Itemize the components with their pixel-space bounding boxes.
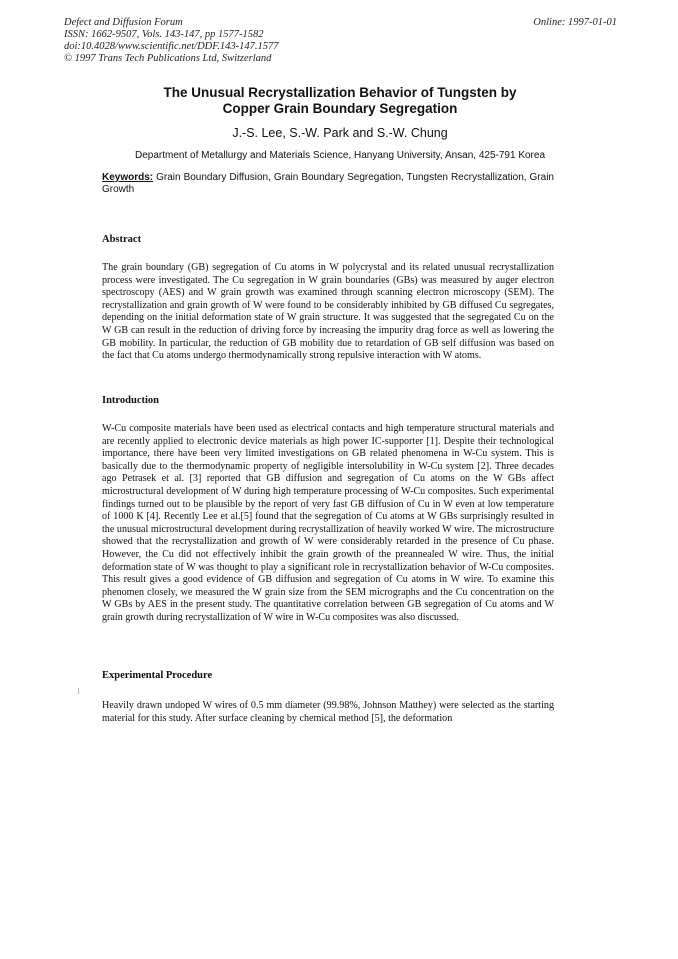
keywords-label: Keywords: (102, 172, 154, 183)
journal-name: Defect and Diffusion Forum (64, 17, 183, 28)
journal-header (64, 17, 279, 65)
issn-line: ISSN: 1662-9507, Vols. 143-147, pp 1577-1582 (64, 29, 264, 40)
keywords-text: Grain Boundary Diffusion, Grain Boundary Segregation, Tungsten Recrystallization, Grain Growth (102, 172, 554, 195)
introduction-heading: Introduction (102, 395, 159, 406)
experimental-heading: Experimental Procedure (102, 670, 213, 681)
title-line-1: The Unusual Recrystallization Behavior of Tungsten by (163, 85, 517, 100)
online-date: Online: 1997-01-01 (533, 17, 617, 28)
experimental-text: Heavily drawn undoped W wires of 0.5 mm diameter (99.98%, Johnson Matthey) were selected as the starting material for this study. After surface cleaning by chemical method [5], the deformation (102, 700, 554, 724)
paper-title (90, 85, 590, 117)
abstract-text: The grain boundary (GB) segregation of Cu atoms in W polycrystal and its related unusual recrystallization process were investigated. The Cu segregation in W grain boundaries (GBs) was measured by auger electron spectroscopy (AES) and W grain growth was examined through scanning electron microscopy (SEM). The recrystallization and grain growth of W were found to be considerably inhibited by GB diffused Cu segregates, depending on the initial deformation state of W grain structure. It was suggested that the segregated Cu on the W GB can result in the reduction of driving force by increasing the impurity drag force as well as lowering the GB mobility. In particular, the reduction of GB mobility due to retardation of GB self diffusion was based on the fact that Cu atoms undergo thermodynamically strong repulsive interaction with W atoms. (102, 262, 554, 362)
affiliation: Department of Metallurgy and Materials Science, Hanyang University, Ansan, 425-791 Korea (134, 150, 546, 161)
introduction-text: W-Cu composite materials have been used as electrical contacts and high temperature structural materials and are recently applied to electronic device materials as high power IC-supporter [1]. Despite their technological importance, there have been very limited investigations on GB related phenomena in W-Cu system. This is basically due to the thermodynamic property of negligible intersolubility in W-Cu system [2]. Three decades ago Petrasek et al. [3] reported that GB diffusion and segregation of Cu atoms on the W GBs affect microstructural development of W during high temperature processing of W-Cu composites. Such experimental findings turned out to be plausible by the report of very fast GB diffusion of Cu in W even at low temperature of 1000 K [4]. Recently Lee et al.[5] found that the segregation of Cu atoms at W GBs surprisingly resulted in the unusual microstructural development during recrystallization of heavily worked W wire. The microstructure showed that the recrystallization and growth of W were considerably retarded in the presence of Cu phase. However, the Cu did not effectively inhibit the grain growth of the preannealed W wire. Thus, the initial deformation state of W was thought to play a significant role in recrystallization behavior of W-Cu composites. This result gives a good evidence of GB diffusion and segregation of Cu atoms in W wire. To examine this phenomen closely, we measured the W grain size from the SEM micrographs and the Cu concentration on the W GBs by AES in the present study. The quantitative correlation between GB segregation of Cu atoms and W grain growth during recrystallization of W wire in W-Cu composites was also discussed. (102, 423, 554, 623)
title-line-2: Copper Grain Boundary Segregation (222, 101, 458, 116)
doi-line: doi:10.4028/www.scientific.net/DDF.143-147.1577 (64, 41, 279, 52)
abstract-heading: Abstract (102, 234, 142, 245)
margin-mark (78, 688, 79, 694)
authors: J.-S. Lee, S.-W. Park and S.-W. Chung (232, 126, 448, 140)
keywords (102, 172, 554, 196)
copyright-line: © 1997 Trans Tech Publications Ltd, Switzerland (64, 53, 272, 64)
